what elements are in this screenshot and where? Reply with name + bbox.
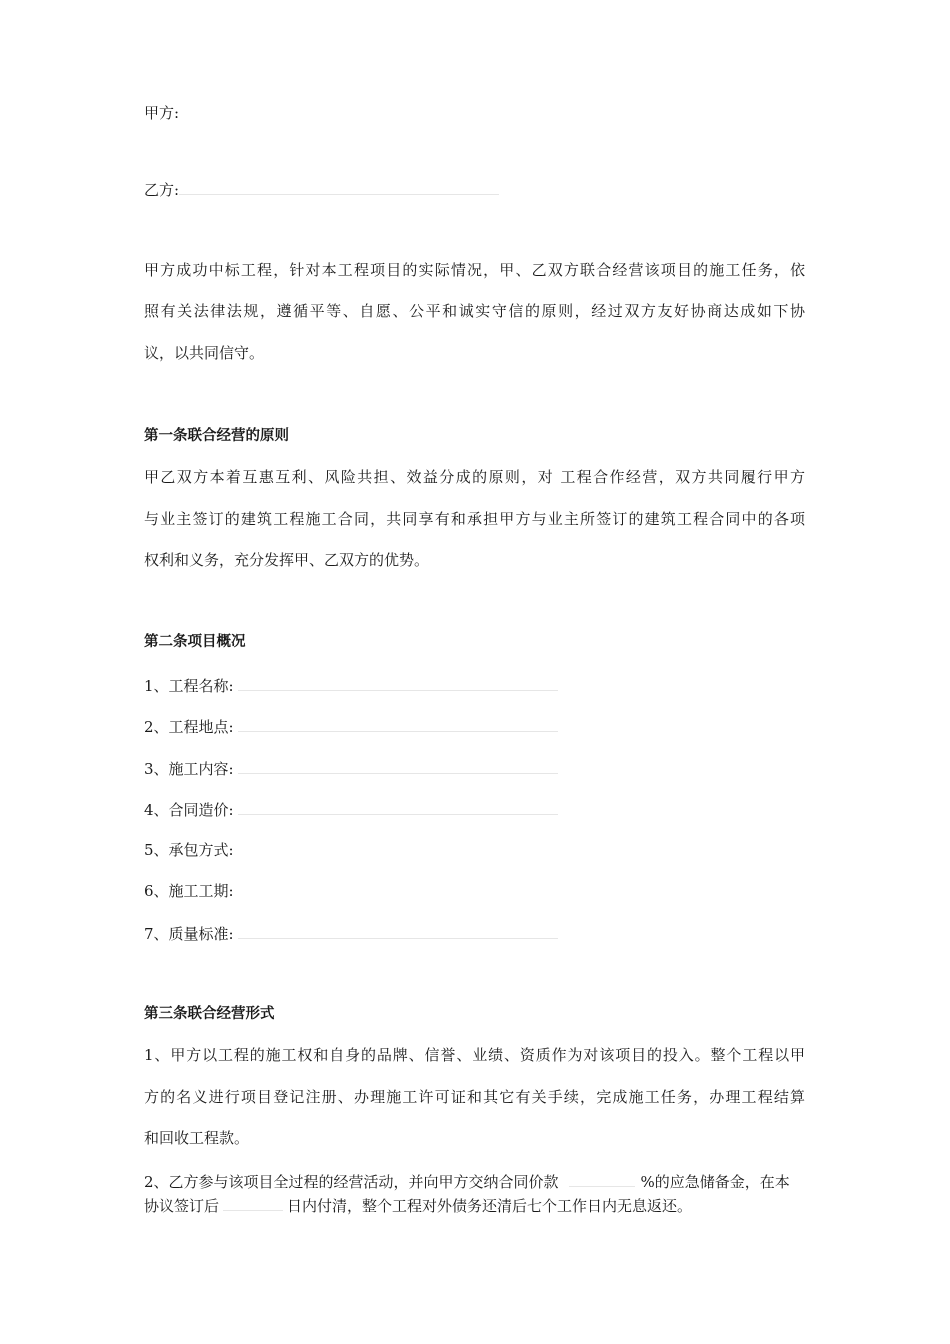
quality-standard-blank[interactable] <box>238 922 558 939</box>
item-construction-content: 3、施工内容: <box>144 757 558 779</box>
article1-title: 第一条联合经营的原则 <box>144 428 289 444</box>
article3-p1-line-1: 1、甲方以工程的施工权和自身的品牌、信誉、业绩、资质作为对该项目的投入。整个工程以甲 <box>144 1046 805 1064</box>
intro-line-3: 议，以共同信守。 <box>144 344 265 362</box>
article3-title: 第三条联合经营形式 <box>144 1006 275 1022</box>
article3-p1-line-2: 方的名义进行项目登记注册、办理施工许可证和其它有关手续，完成施工任务，办理工程结算 <box>144 1088 805 1106</box>
contract-price-blank[interactable] <box>238 798 558 815</box>
party-b-label: 乙方: <box>144 181 180 199</box>
item-contract-mode: 5、承包方式: <box>144 841 234 859</box>
article3-p2-line-2: 协议签订后 日内付清，整个工程对外债务还清后七个工作日内无息返还。 <box>144 1194 692 1216</box>
article1-line-1: 甲乙双方本着互惠互利、风险共担、效益分成的原则，对 工程合作经营，双方共同履行甲方 <box>144 468 805 486</box>
article1-line-3: 权利和义务，充分发挥甲、乙双方的优势。 <box>144 551 430 569</box>
article3-p2-line-1: 2、乙方参与该项目全过程的经营活动，并向甲方交纳合同价款 %的应急储备金，在本 <box>144 1170 790 1192</box>
party-b-blank[interactable] <box>179 178 499 195</box>
item-quality-standard: 7、质量标准: <box>144 922 558 944</box>
project-name-blank[interactable] <box>238 674 558 691</box>
article3-p1-line-3: 和回收工程款。 <box>144 1129 250 1147</box>
item-construction-period: 6、施工工期: <box>144 882 234 900</box>
article1-line-2: 与业主签订的建筑工程施工合同，共同享有和承担甲方与业主所签订的建筑工程合同中的各项 <box>144 510 805 528</box>
party-b-line <box>144 178 499 200</box>
construction-content-blank[interactable] <box>238 757 558 774</box>
item-project-name: 1、工程名称: <box>144 674 558 696</box>
item-project-location: 2、工程地点: <box>144 715 558 737</box>
reserve-percent-blank[interactable] <box>569 1170 635 1187</box>
party-a-label: 甲方: <box>144 104 180 122</box>
article2-title: 第二条项目概况 <box>144 634 246 650</box>
intro-line-2: 照有关法律法规，遵循平等、自愿、公平和诚实守信的原则，经过双方友好协商达成如下协 <box>144 302 805 320</box>
project-location-blank[interactable] <box>238 715 558 732</box>
party-a-line <box>144 103 179 123</box>
intro-line-1: 甲方成功中标工程，针对本工程项目的实际情况，甲、乙双方联合经营该项目的施工任务，依 <box>144 261 805 279</box>
payment-days-blank[interactable] <box>223 1194 283 1211</box>
item-contract-price: 4、合同造价: <box>144 798 558 820</box>
